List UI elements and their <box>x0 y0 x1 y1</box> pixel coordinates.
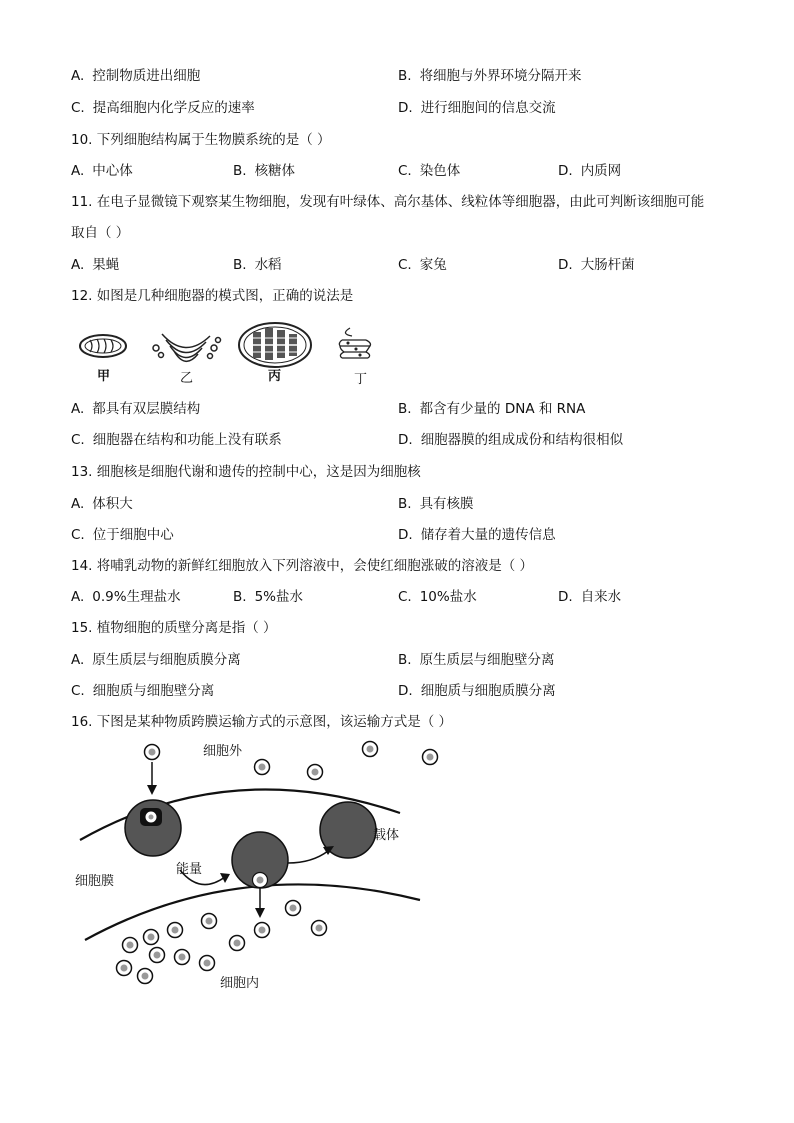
q10-option-a: A. 中心体 <box>71 163 133 179</box>
label-ding: 丁 <box>354 372 368 387</box>
q12-option-b: B. 都含有少量的 DNA 和 RNA <box>398 401 586 417</box>
carrier-protein-2 <box>232 832 288 888</box>
q13-option-d: D. 储存着大量的遗传信息 <box>398 527 556 543</box>
q14-option-d: D. 自来水 <box>558 589 622 605</box>
q14-option-a: A. 0.9%生理盐水 <box>71 589 181 605</box>
q15-option-a: A. 原生质层与细胞质膜分离 <box>71 652 241 668</box>
outside-molecules <box>145 742 438 780</box>
release-arrow <box>255 888 265 918</box>
q9-option-a: A. 控制物质进出细胞 <box>71 68 201 84</box>
label-jia: 甲 <box>97 369 111 384</box>
q11-option-a: A. 果蝇 <box>71 257 120 273</box>
q12-stem: 12. 如图是几种细胞器的模式图，正确的说法是 <box>71 288 354 304</box>
organelle-figure <box>70 318 400 388</box>
q15-option-d: D. 细胞质与细胞质膜分离 <box>398 683 556 699</box>
carrier-return-arrow <box>288 846 334 863</box>
q14-stem: 14. 将哺乳动物的新鲜红细胞放入下列溶液中，会使红细胞涨破的溶液是（ ） <box>71 558 534 574</box>
mitochondrion-icon <box>80 335 126 357</box>
label-outside: 细胞外 <box>203 744 243 759</box>
q10-option-b: B. 核糖体 <box>233 163 296 179</box>
q10-option-d: D. 内质网 <box>558 163 622 179</box>
label-membrane: 细胞膜 <box>75 874 115 889</box>
label-carrier: 载体 <box>373 828 400 843</box>
entry-arrow <box>147 762 157 795</box>
membrane-inner-curve <box>85 884 420 940</box>
golgi-icon <box>153 334 221 361</box>
inside-molecules <box>117 901 327 984</box>
q11-stem-line2: 取自（ ） <box>71 225 130 241</box>
label-inside: 细胞内 <box>220 976 260 991</box>
q13-stem: 13. 细胞核是细胞代谢和遗传的控制中心，这是因为细胞核 <box>71 464 421 480</box>
label-yi: 乙 <box>180 371 194 386</box>
q12-option-d: D. 细胞器膜的组成成份和结构很相似 <box>398 432 624 448</box>
q13-option-c: C. 位于细胞中心 <box>71 527 174 543</box>
label-energy: 能量 <box>176 862 203 877</box>
q13-option-a: A. 体积大 <box>71 496 133 512</box>
q14-option-c: C. 10%盐水 <box>398 589 477 605</box>
q10-option-c: C. 染色体 <box>398 163 461 179</box>
er-icon <box>339 328 370 358</box>
carrier-protein-1 <box>125 800 181 856</box>
q13-option-b: B. 具有核膜 <box>398 496 474 512</box>
q9-option-c: C. 提高细胞内化学反应的速率 <box>71 100 255 116</box>
q16-stem: 16. 下图是某种物质跨膜运输方式的示意图，该运输方式是（ ） <box>71 714 453 730</box>
chloroplast-icon <box>239 323 311 367</box>
q15-stem: 15. 植物细胞的质壁分离是指（ ） <box>71 620 277 636</box>
q10-stem: 10. 下列细胞结构属于生物膜系统的是（ ） <box>71 132 331 148</box>
q11-option-d: D. 大肠杆菌 <box>558 257 635 273</box>
q9-option-b: B. 将细胞与外界环境分隔开来 <box>398 68 582 84</box>
q15-option-c: C. 细胞质与细胞壁分离 <box>71 683 215 699</box>
q9-option-d: D. 进行细胞间的信息交流 <box>398 100 556 116</box>
q12-option-a: A. 都具有双层膜结构 <box>71 401 201 417</box>
q12-option-c: C. 细胞器在结构和功能上没有联系 <box>71 432 282 448</box>
q11-option-c: C. 家兔 <box>398 257 447 273</box>
membrane-transport-figure <box>60 735 460 1000</box>
q14-option-b: B. 5%盐水 <box>233 589 303 605</box>
q11-option-b: B. 水稻 <box>233 257 282 273</box>
q11-stem-line1: 11. 在电子显微镜下观察某生物细胞，发现有叶绿体、高尔基体、线粒体等细胞器，由此可判断该细胞可能 <box>71 194 705 210</box>
label-bing: 丙 <box>268 369 282 384</box>
q15-option-b: B. 原生质层与细胞壁分离 <box>398 652 555 668</box>
